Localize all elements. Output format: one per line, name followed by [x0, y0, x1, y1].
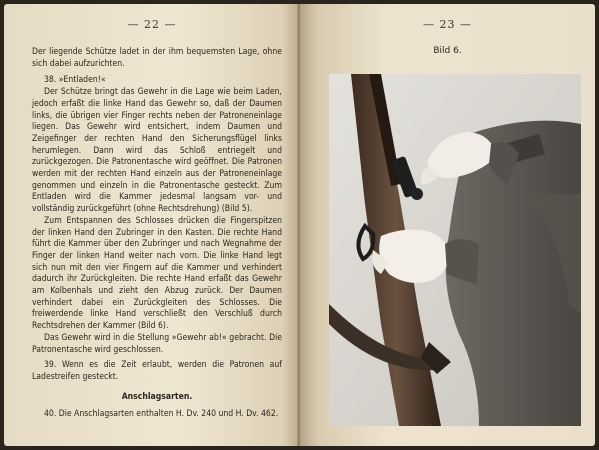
- left-page-text: [32, 47, 282, 421]
- paragraph-gewehr-ab: Das Gewehr wird in die Stellung »Gewehr ab!« gebracht. Die Patronentasche wird geschlossen.: [32, 332, 282, 355]
- paragraph-intro: Der liegende Schütze ladet in der ihm bequemsten Lage, ohne sich dabei aufzurichten.: [32, 47, 282, 69]
- right-page: [300, 4, 595, 446]
- rifle-unloading-illustration: [329, 74, 581, 426]
- paragraph-entladen: Der Schütze bringt das Gewehr in die Lage wie beim Laden, jedoch erfaßt die linke Hand das Gewehr so, daß der Daumen links, die übrigen vier Finger rechts neben der Patroneneinlage liegen. Das Gewehr wird entsichert, indem Daumen und Zeigefinger der rechten Hand den Sicherungsflügel links herumlegen. Dann wird das Schloß entriegelt und zurückgezogen. Die Patronentasche wird geöffnet. Die Patronen werden mit der rechten Hand einzeln aus der Patroneneinlage genommen und einzeln in die Patronentasche gesteckt. Zum Entladen wird die Kammer jedesmal langsam vor- und vollständig zurückgeführt (ohne Rechtsdrehung) (Bild 5).: [32, 87, 282, 215]
- paragraph-entspannen: Zum Entspannen des Schlosses drücken die Fingerspitzen der linken Hand den Zubringer in den Kasten. Die rechte Hand führt die Kammer über den Zubringer und nach Wegnahme der Finger der linken Hand weiter nach vorn. Die linke Hand legt sich nun mit den vier Fingern auf die Kammer und verhindert dadurch ihr Zurückgleiten. Die rechte Hand erfaßt das Gewehr am Kolbenhals und zieht den Abzug zurück. Der Daumen verhindert dabei ein Zurückgleiten des Schlosses. Die freiwerdende linke Hand verschließt den Verschluß durch Rechtsdrehen der Kammer (Bild 6).: [32, 215, 282, 332]
- section-heading-38: 38. »Entladen!«: [44, 75, 106, 86]
- paragraph-39: 39. Wenn es die Zeit erlaubt, werden die Patronen auf Ladestreifen gesteckt.: [32, 360, 282, 382]
- page-number-left: — 22 —: [127, 18, 177, 31]
- section-title-anschlagsarten: Anschlagsarten.: [121, 391, 193, 402]
- paragraph-40: 40. Die Anschlagsarten enthalten H. Dv. 240 und H. Dv. 462.: [44, 409, 279, 420]
- rifle-photo: [329, 74, 581, 426]
- page-number-right: — 23 —: [423, 18, 472, 31]
- figure-caption: Bild 6.: [433, 46, 462, 56]
- left-page: [4, 4, 300, 446]
